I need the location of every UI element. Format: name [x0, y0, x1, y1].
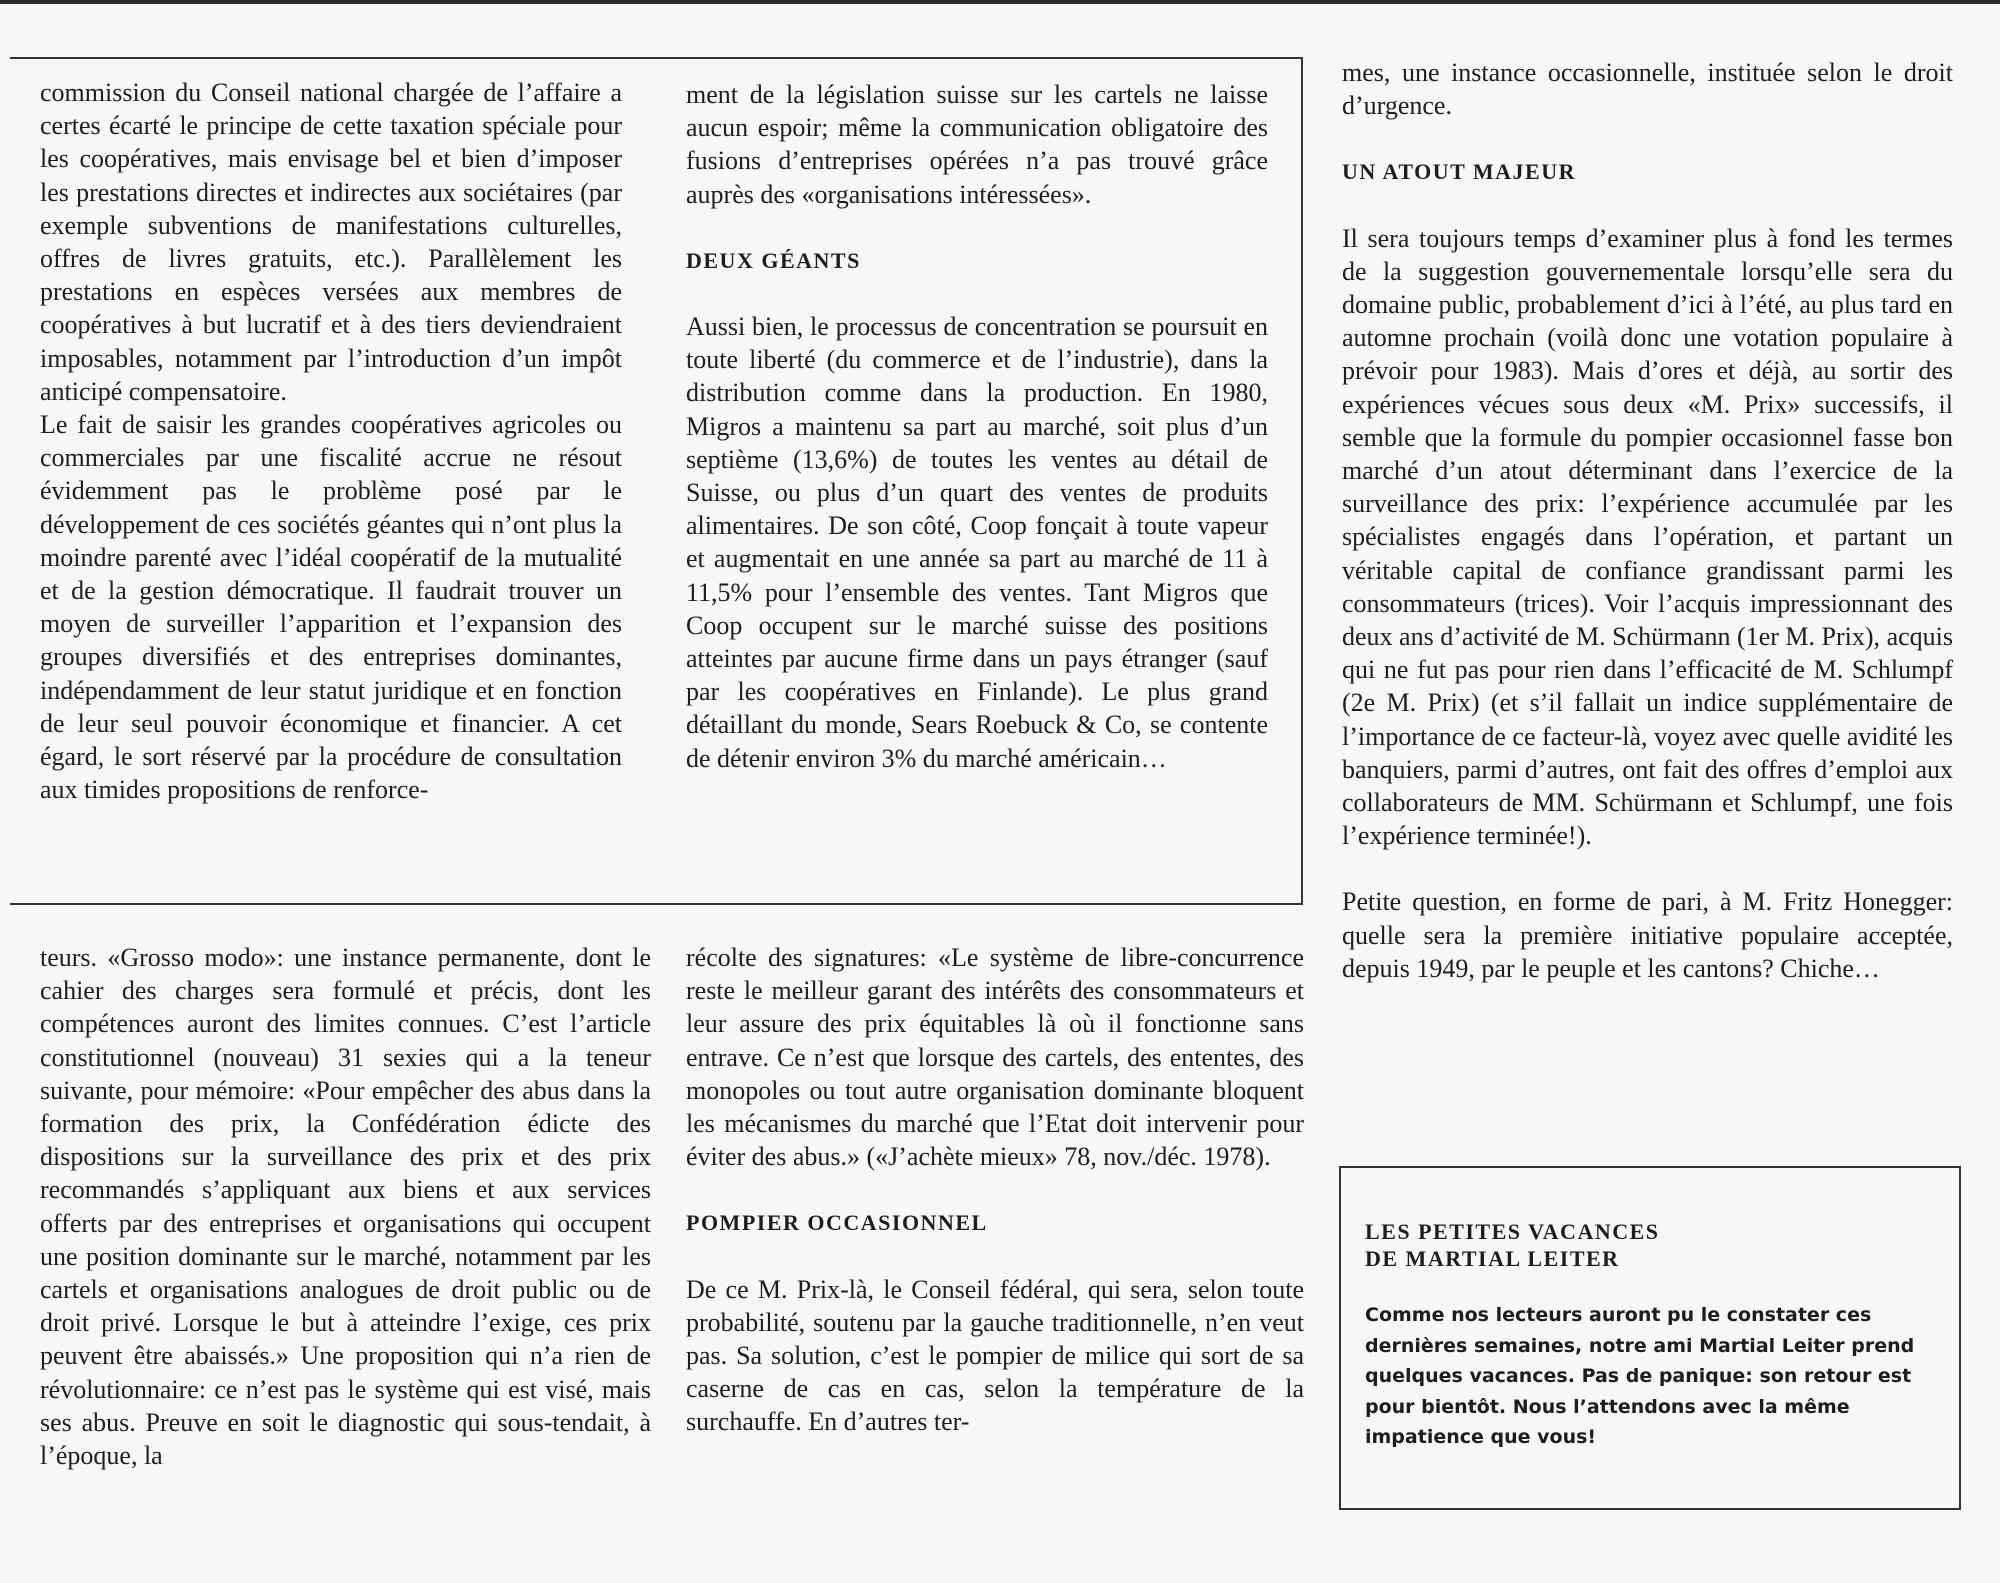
section-heading: DEUX GÉANTS [686, 247, 861, 273]
paragraph: mes, une instance occasionnelle, instituée selon le droit d’urgence. [1342, 58, 1953, 121]
paragraph: Petite question, en forme de pari, à M. Fritz Honegger: quelle sera la première initiative populaire acceptée, depuis 1949, par le peuple et les cantons? Chiche… [1342, 887, 1953, 983]
column-1 [40, 76, 622, 806]
section-heading: POMPIER OCCASIONNEL [686, 1210, 988, 1236]
paragraph: Le fait de saisir les grandes coopératives agricoles ou commerciales par une fiscalité accrue ne résout évidemment pas le problème posé par le développement de ces sociétés géantes qui n’ont plus la moindre parenté avec l’idéal coopératif de la mutualité et de la gestion démocratique. Il faudrait trouver un moyen de surveiller l’apparition et l’expansion des groupes diversifiés et des entreprises dominantes, indépendamment de leur statut juridique et en fonction de leur seul pouvoir économique et financier. A cet égard, le sort réservé par la procédure de consultation aux timides propositions de renforce- [40, 410, 622, 805]
paragraph: teurs. «Grosso modo»: une instance permanente, dont le cahier des charges sera formulé et précis, dont les compétences auront des limites connues. C’est l’article constitutionnel (nouveau) 31 sexies qui a la teneur suivante, pour mémoire: «Pour empêcher des abus dans la formation des prix, la Confédération édicte des dispositions sur la surveillance des prix et des prix recommandés s’appliquant aux biens et aux services offerts par des entreprises et organisations qui occupent une position dominante sur le marché, notamment par les cartels et organisations analogues de droit public ou de droit privé. Lorsque le but à atteindre l’exige, ces prix peuvent être abaissés.» Une proposition qui n’a rien de révolutionnaire: ce n’est pas le système qui est visé, mais ses abus. Preuve en soit le diagnostic qui sous-tendait, à l’époque, la [40, 943, 651, 1471]
paragraph: Il sera toujours temps d’examiner plus à fond les termes de la suggestion gouvernementale lorsqu’elle sera du domaine public, probablement d’ici à l’été, au plus tard en automne prochain (voilà donc une votation populaire à prévoir pour 1983). Mais d’ores et déjà, au sortir des expériences vécues sous deux «M. Prix» successifs, il semble que la formule du pompier occasionnel fasse bon marché d’un atout déterminant dans l’exercice de la surveillance des prix: l’expérience accumulée par les spécialistes engagés dans l’opération, et partant un véritable capital de confiance grandissant parmi les consommateurs (trices). Voir l’acquis impressionnant des deux ans d’activité de M. Schürmann (1er M. Prix), acquis qui ne fut pas pour rien dans l’efficacité de M. Schlumpf (2e M. Prix) (et s’il fallait un indice supplémentaire de l’importance de ce facteur-là, voyez avec quelle avidité les banquiers, parmi d’autres, ont fait des offres d’emploi aux collaborateurs de MM. Schürmann et Schlumpf, une fois l’expérience terminée!). [1342, 223, 1953, 851]
column-4 [40, 941, 651, 1472]
notice-title: LES PETITES VACANCES DE MARTIAL LEITER [1365, 1219, 1660, 1271]
column-3 [1342, 56, 1953, 985]
column-5 [686, 941, 1304, 1439]
section-heading: UN ATOUT MAJEUR [1342, 159, 1576, 185]
paragraph: Aussi bien, le processus de concentration se poursuit en toute liberté (du commerce et de l’industrie), dans la distribution comme dans la production. En 1980, Migros a maintenu sa part au marché, soit plus d’un septième (13,6%) de toutes les ventes au détail de Suisse, ou plus d’un quart des ventes de produits alimentaires. De son côté, Coop fonçait à toute vapeur et augmentait en une année sa part au marché de 11 à 11,5% pour l’ensemble des ventes. Tant Migros que Coop occupent sur le marché suisse des positions atteintes par aucune firme dans un pays étranger (sauf par les coopératives en Finlande). Le plus grand détaillant du monde, Sears Roebuck & Co, se contente de détenir environ 3% du marché américain… [686, 312, 1268, 773]
notice-box [1339, 1166, 1961, 1510]
paragraph: De ce M. Prix-là, le Conseil fédéral, qui sera, selon toute probabilité, soutenu par la gauche traditionnelle, n’en veut pas. Sa solution, c’est le pompier de milice qui sort de sa caserne de cas en cas, selon la température de la surchauffe. En d’autres ter- [686, 1274, 1304, 1437]
notice-body: Comme nos lecteurs auront pu le constater ces dernières semaines, notre ami Martial Leiter prend quelques vacances. Pas de panique: son retour est pour bientôt. Nous l’attendons avec la même impatience que vous! [1365, 1304, 1915, 1448]
paragraph: récolte des signatures: «Le système de libre-concurrence reste le meilleur garant des intérêts des consommateurs et leur assure des prix équitables là où il fonctionne sans entrave. Ce n’est que lorsque des cartels, des ententes, des monopoles ou tout autre organisation dominante bloquent les mécanismes du marché que l’Etat doit intervenir pour éviter des abus.» («J’achète mieux» 78, nov./déc. 1978). [686, 943, 1304, 1172]
paragraph: commission du Conseil national chargée de l’affaire a certes écarté le principe de cette taxation spéciale pour les coopératives, mais envisage bel et bien d’imposer les prestations directes et indirectes aux sociétaires (par exemple subventions de manifestations culturelles, offres de livres gratuits, etc.). Parallèlement les prestations en espèces versées aux membres de coopératives à but lucratif et à des tiers deviendraient imposables, notamment par l’introduction d’un impôt anticipé compensatoire. [40, 78, 622, 406]
paragraph: ment de la législation suisse sur les cartels ne laisse aucun espoir; même la communication obligatoire des fusions d’entreprises opérées n’a pas trouvé grâce auprès des «organisations intéressées». [686, 80, 1268, 209]
column-2 [686, 78, 1268, 775]
top-rule [0, 0, 2000, 4]
